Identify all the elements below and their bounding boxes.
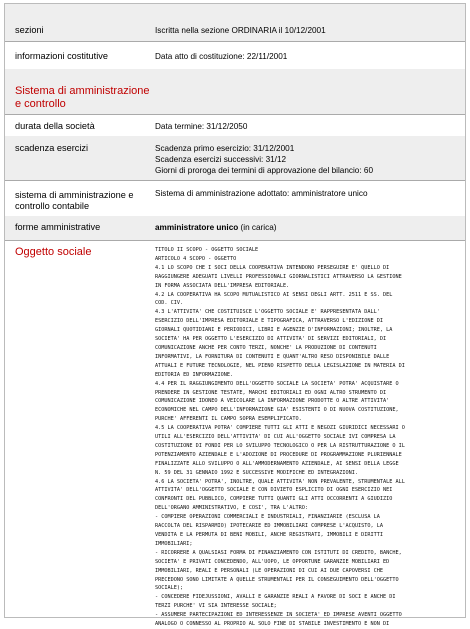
document-page xyxy=(4,3,466,628)
oggetto-text-line: RACCOLTA DEL RISPARMIO) IPOTECARIE ED IMMOBILIARI COMPRESE L'ACQUISTO, LA xyxy=(155,523,383,530)
row-sistema-amministrazione xyxy=(5,180,465,217)
oggetto-text-line: CONFRONTI DEL PUBBLICO, COMPIERE TUTTI QUANTI GLI ATTI OCCORRENTI A GIUDIZIO xyxy=(155,496,393,503)
oggetto-text-line: INFORMATIVI, LA FORNITURA DI CONTENUTI E QUANT'ALTRO RESO DISPONIBILE DALLE xyxy=(155,353,390,360)
oggetto-text-line: PRENDERE IN GESTIONE TESTATE, MARCHI EDITORIALI ED OGNI ALTRO STRUMENTO DI xyxy=(155,389,387,396)
section-title-oggetto-sociale: Oggetto sociale xyxy=(15,246,92,258)
value-in-carica: (in carica) xyxy=(238,223,277,232)
row-section-sistema xyxy=(5,69,465,115)
label-forme-amministrative: forme amministrative xyxy=(15,222,101,232)
label-durata: durata della società xyxy=(15,121,95,131)
oggetto-text-line: FINALIZZATE ALLO SVILUPPO O ALL'AMMODERNAMENTO AZIENDALE, AI SENSI DELLA LEGGE xyxy=(155,460,399,467)
oggetto-text-line: SOCIETA' HA PER OGGETTO L'ESERCIZIO DI ATTIVITA' DI SERVIZI EDITORIALI, DI xyxy=(155,336,387,343)
oggetto-text-line: - RICORRERE A QUALSIASI FORMA DI FINANZIAMENTO CON ISTITUTI DI CREDITO, BANCHE, xyxy=(155,549,402,556)
oggetto-text-line: DELL'ORGANO AMMINISTRATIVO, E COSI', TRA L'ALTRO: xyxy=(155,505,309,512)
value-forme-amministrative xyxy=(155,222,457,233)
value-sistema-amministrazione: Sistema di amministrazione adottato: amministratore unico xyxy=(155,189,368,198)
oggetto-text-line: PURCHE' AFFERENTI IL CAMPO SOPRA ESEMPLIFICATO. xyxy=(155,416,302,423)
oggetto-text-line: ARTICOLO 4 SCOPO - OGGETTO xyxy=(155,255,237,262)
oggetto-text-line: COD. CIV. xyxy=(155,300,184,307)
oggetto-text-line: 4.3 L'ATTIVITA' CHE COSTITUISCE L'OGGETTO SOCIALE E' RAPPRESENTATA DALL' xyxy=(155,309,380,316)
oggetto-text-line: SOCIETA' E PRIVATI CONCEDENDO, ALL'UOPO, LE OPPORTUNE GARANZIE MOBILIARI ED xyxy=(155,558,390,565)
row-informazioni-costitutive xyxy=(5,41,465,70)
oggetto-text-line: IMMOBILIARI, REALI E PERSONALI (LE OPERAZIONI DI CUI AI DUE CAPOVERSI CHE xyxy=(155,567,383,574)
oggetto-text-line: GIORNALI QUOTIDIANI E PERIODICI, LIBRI E AGENZIE D'INFORMAZIONI; INOLTRE, LA xyxy=(155,327,393,334)
value-durata: Data termine: 31/12/2050 xyxy=(155,122,248,131)
value-informazioni-costitutive: Data atto di costituzione: 22/11/2001 xyxy=(155,52,288,61)
oggetto-text-line: PRECEDONO SONO LIMITATE A QUELLE STRUMENTALI PER IL CONSEGUIMENTO DELL'OGGETTO xyxy=(155,576,399,583)
oggetto-text-line: 4.2 LA COOPERATIVA HA SCOPO MUTUALISTICO AI SENSI DEGLI ARTT. 2511 E SS. DEL xyxy=(155,291,393,298)
oggetto-sociale-text xyxy=(155,246,459,629)
oggetto-text-line: COMUNICAZIONE ANCHE PER CONTO TERZI, NONCHE' LA PRODUZIONE DI CONTENUTI xyxy=(155,344,377,351)
oggetto-text-line: TITOLO II SCOPO - OGGETTO SOCIALE xyxy=(155,247,259,253)
oggetto-text-line: COSTITUZIONE DI FONDI PER LO SVILUPPO TECNOLOGICO O PER LA RISTRUTTURAZIONE O IL xyxy=(155,442,405,449)
scadenza-line: Scadenza esercizi successivi: 31/12 xyxy=(155,155,287,164)
value-amministratore-unico: amministratore unico xyxy=(155,223,239,232)
label-informazioni-costitutive: informazioni costitutive xyxy=(15,51,108,61)
oggetto-text-line: - COMPIERE OPERAZIONI COMMERCIALI E INDUSTRIALI, FINANZIARIE (ESCLUSA LA xyxy=(155,514,380,521)
oggetto-text-line: 4.6 LA SOCIETA' POTRA', INOLTRE, QUALE ATTIVITA' NON PREVALENTE, STRUMENTALE ALL xyxy=(155,478,405,485)
label-sezioni: sezioni xyxy=(15,25,44,35)
oggetto-text-line: 4.1 LO SCOPO CHE I SOCI DELLA COOPERATIVA INTENDONO PERSEGUIRE E' QUELLO DI xyxy=(155,264,390,271)
oggetto-text-line: POTENZIAMENTO AZIENDALE E L'ADOZIONE DI PROCEDURE DI PROGRAMMAZIONE PLURIENNALE xyxy=(155,451,402,458)
scadenza-line: Scadenza primo esercizio: 31/12/2001 xyxy=(155,144,295,153)
row-durata xyxy=(5,114,465,137)
section-title-sistema-amministrazione: Sistema di amministrazione e controllo xyxy=(15,85,150,110)
row-forme-amministrative xyxy=(5,216,465,241)
oggetto-text-line: SOCIALE); xyxy=(155,585,184,592)
oggetto-text-line: ANALOGO O CONNESSO AL PROPRIO AL SOLO FINE DI STABILE INVESTIMENTO E NON DI xyxy=(155,621,390,628)
row-scadenza-esercizi xyxy=(5,136,465,181)
oggetto-text-line: 4.4 PER IL RAGGIUNGIMENTO DELL'OGGETTO SOCIALE LA SOCIETA' POTRA' ACQUISTARE O xyxy=(155,380,399,387)
value-scadenza-esercizi xyxy=(155,143,457,176)
scadenza-line: Giorni di proroga dei termini di approvazione del bilancio: 60 xyxy=(155,166,374,175)
oggetto-text-line: COMUNICAZIONE IDONEO A VEICOLARE LA INFORMAZIONE PRODOTTE O ALTRE ATTIVITA' xyxy=(155,398,390,405)
oggetto-text-line: TERZI PURCHE' VI SIA INTERESSE SOCIALE; xyxy=(155,603,277,610)
row-oggetto-sociale xyxy=(5,240,465,628)
oggetto-text-line: UTILI ALL'ESERCIZIO DELL'ATTIVITA' DI CUI ALL'OGGETTO SOCIALE IVI COMPRESA LA xyxy=(155,434,396,441)
oggetto-text-line: IMMOBILIARI; xyxy=(155,540,193,547)
oggetto-text-line: ESERCIZIO DELL'IMPRESA EDITORIALE E TIPOGRAFICA, ATTRAVERSO L'EDIZIONE DI xyxy=(155,318,383,325)
oggetto-text-line: - CONCEDERE FIDEJUSSIONI, AVALLI E GARANZIE REALI A FAVORE DI SOCI E ANCHE DI xyxy=(155,594,396,601)
label-scadenza-esercizi: scadenza esercizi xyxy=(15,143,89,153)
oggetto-text-line: ECONOMICHE NEL CAMPO DELL'INFORMAZIONE GIA' ESISTENTI O DI NUOVA COSTITUZIONE, xyxy=(155,407,399,414)
oggetto-text-line: - ASSUMERE PARTECIPAZIONI ED INTERESSENZE IN SOCIETA' ED IMPRESE AVENTI OGGETTO xyxy=(155,612,402,619)
oggetto-text-line: RAGGIUNGERE ADEGUATI LIVELLI PROFESSIONALI GIORNALISTICI ATTRAVERSO LA GESTIONE xyxy=(155,273,402,280)
oggetto-text-line: ATTIVITA' DELL'OGGETTO SOCIALE E CON DIVIETO ESPLICITO DI OGNI ESERCIZIO NEI xyxy=(155,487,393,494)
oggetto-text-line: VENDITA E LA PERMUTA DI BENI MOBILI, ANCHE REGISTRATI, IMMOBILI E DIRITTI xyxy=(155,532,383,538)
oggetto-text-line: EDITORIA ED INFORMAZIONE. xyxy=(155,371,234,378)
oggetto-text-line: 4.5 LA COOPERATIVA POTRA' COMPIERE TUTTI GLI ATTI E NEGOZI GIURIDICI NECESSARI O xyxy=(155,425,405,432)
oggetto-text-line: ATTUALI E FUTURE TECNOLOGIE, NEL PIENO RISPETTO DELLA LEGISLAZIONE IN MATERIA DI xyxy=(155,362,405,369)
value-sezioni: Iscritta nella sezione ORDINARIA il 10/12/2001 xyxy=(155,26,326,35)
label-sistema-amministrazione: sistema di amministrazione e controllo contabile xyxy=(15,190,134,211)
oggetto-text-line: IN FORMA ASSOCIATA DELL'IMPRESA EDITORIALE. xyxy=(155,282,290,289)
oggetto-text-line: N. 59 DEL 31 GENNAIO 1992 E SUCCESSIVE MODIFICHE ED INTEGRAZIONI. xyxy=(155,469,359,476)
row-sezioni xyxy=(5,4,465,42)
